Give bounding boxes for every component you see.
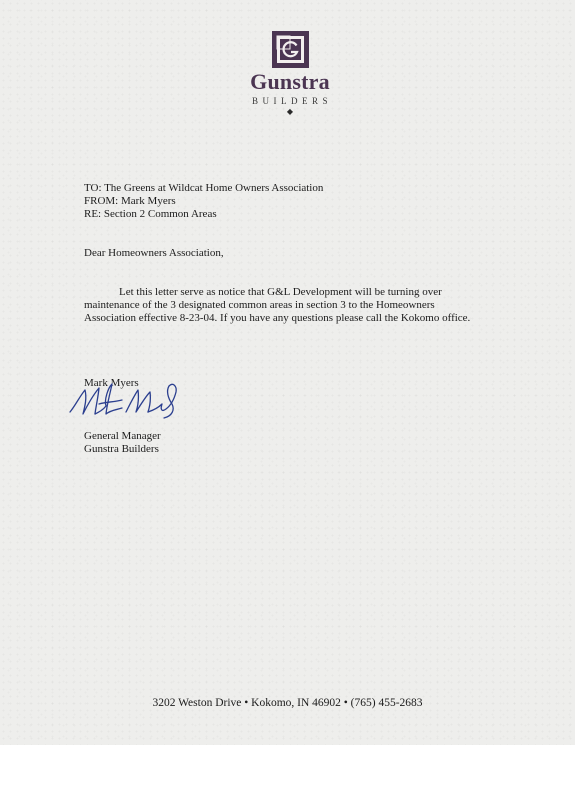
company-subtitle: BUILDERS xyxy=(251,96,332,106)
salutation: Dear Homeowners Association, xyxy=(84,247,224,259)
company-logo xyxy=(240,31,340,117)
from-line: FROM: Mark Myers xyxy=(84,195,176,207)
diamond-ornament-icon: ◆ xyxy=(286,107,294,116)
body-line: maintenance of the 3 designated common areas in section 3 to the Homeowners xyxy=(84,299,435,311)
gunstra-g-monogram-icon xyxy=(272,31,309,68)
handwritten-signature-icon xyxy=(66,376,186,424)
body-line: Let this letter serve as notice that G&L Development will be turning over xyxy=(119,286,442,298)
body-line: Association effective 8-23-04. If you have any questions please call the Kokomo office. xyxy=(84,312,471,324)
signer-title: General Manager xyxy=(84,430,161,442)
signer-name: Mark Myers xyxy=(84,377,139,389)
to-line: TO: The Greens at Wildcat Home Owners Association xyxy=(84,182,324,194)
company-name: Gunstra xyxy=(250,69,330,94)
re-line: RE: Section 2 Common Areas xyxy=(84,208,217,220)
signer-company: Gunstra Builders xyxy=(84,443,159,455)
footer-address: 3202 Weston Drive • Kokomo, IN 46902 • (765) 455-2683 xyxy=(152,697,423,709)
